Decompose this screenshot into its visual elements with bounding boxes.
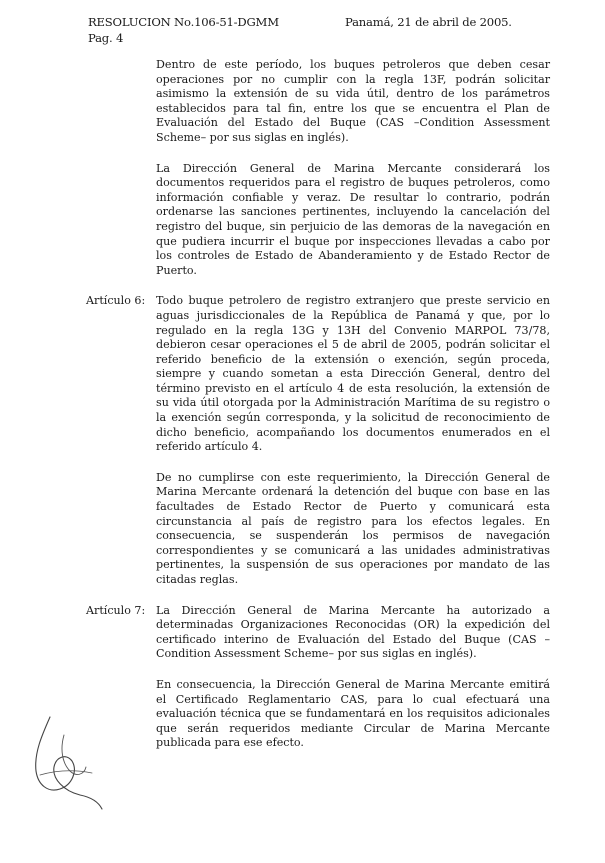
article-label: Artículo 7: — [86, 603, 146, 617]
document-body — [88, 58, 550, 767]
paragraph-text: Todo buque petrolero de registro extranjero que preste servicio en aguas jurisdiccionales de la República de Panamá y que, por lo regulado en la regla 13G y 13H del Convenio MARPOL 73/78, debieron cesar operaciones el 5 de abril de 2005, podrán solicitar el referido beneficio de la extensión o exención, según proceda, siempre y cuando sometan a esta Dirección General, dentro del término previsto en el artículo 4 de esta resolución, la extensión de su vida útil otorgada por la Administración Marítima de su registro o la exención según corresponda, y la solicitud de reconocimiento de dicho beneficio, acompañando los documentos enumerados en el referido artículo 4. — [156, 294, 550, 454]
article-label: Artículo 6: — [86, 294, 146, 308]
paragraph-noncompliance — [88, 471, 550, 588]
page-header — [88, 14, 512, 46]
paragraph-documents-verification — [88, 162, 550, 279]
resolution-number: RESOLUCION No.106-51-DGMM — [88, 15, 279, 29]
paragraph-text: La Dirección General de Marina Mercante considerará los documentos requeridos para el registro de buques petroleros, como información confiable y veraz. De resultar lo contrario, podrán ordenarse las sanciones pertinentes, incluyendo la cancelación del registro del buque, sin perjuicio de las demoras de la navegación en que pudiera incurrir el buque por inspecciones llevadas a cabo por los controles de Estado de Abanderamiento y de Estado Rector de Puerto. — [156, 161, 550, 277]
paragraph-text: Dentro de este período, los buques petroleros que deben cesar operaciones por no cumplir con la regla 13F, podrán solicitar asimismo la extensión de su vida útil, dentro de los parámetros establecidos para tal fin, entre los que se encuentra el Plan de Evaluación del Estado del Buque (CAS –Condition Assessment Scheme– por sus siglas en inglés). — [156, 58, 550, 144]
paragraph-cas-certificate — [88, 678, 550, 751]
article-7 — [88, 604, 550, 662]
paragraph-period-extension — [88, 58, 550, 146]
paragraph-text: De no cumplirse con este requerimiento, la Dirección General de Marina Mercante ordenará la detención del buque con base en las facultades de Estado Rector de Puerto y comunicará esta circunstancia al país de registro para los efectos legales. En consecuencia, se suspenderán los permisos de navegación correspondientes y se comunicará a las unidades administrativas pertinentes, la suspensión de sus operaciones por mandato de las citadas reglas. — [156, 470, 550, 586]
page-number: Pag. 4 — [88, 31, 124, 45]
resolution-date: Panamá, 21 de abril de 2005. — [345, 15, 512, 29]
paragraph-text: En consecuencia, la Dirección General de Marina Mercante emitirá el Certificado Reglamentario CAS, para lo cual efectuará una evaluación técnica que se fundamentará en los requisitos adicionales que serán requeridos mediante Circular de Marina Mercante publicada para ese efecto. — [156, 677, 550, 750]
paragraph-text: La Dirección General de Marina Mercante ha autorizado a determinadas Organizaciones Reconocidas (OR) la expedición del certificado interino de Evaluación del Estado del Buque (CAS – Condition Assessment Scheme– por sus siglas en inglés). — [156, 603, 550, 661]
article-6 — [88, 294, 550, 455]
handwritten-signature — [20, 705, 110, 815]
